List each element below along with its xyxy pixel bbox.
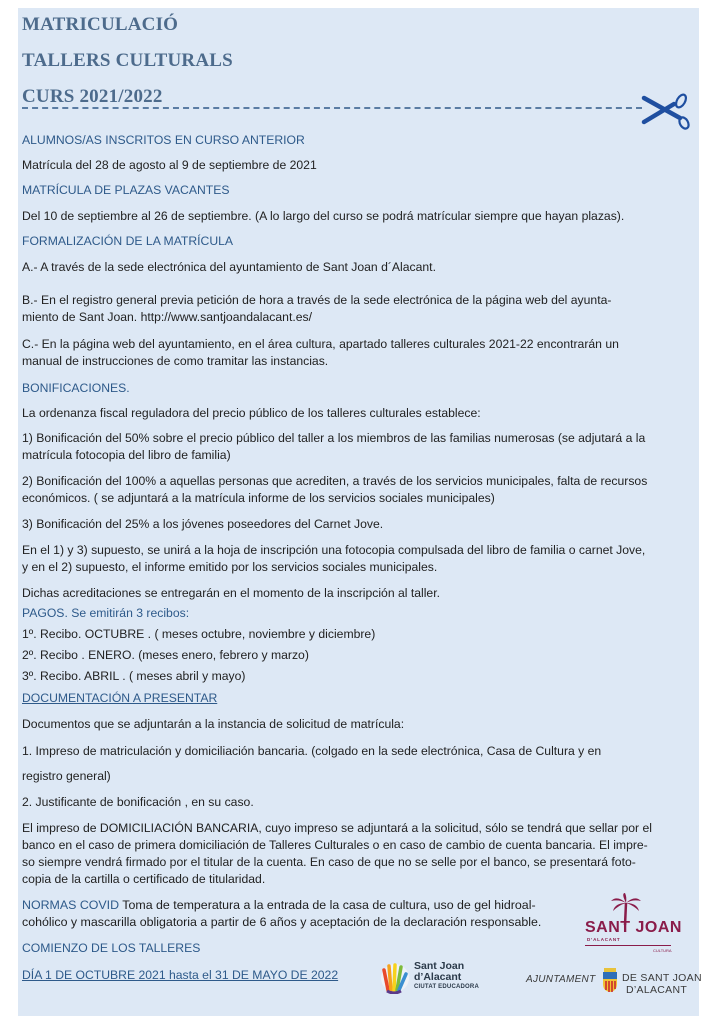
bank-note-b: banco en el caso de primera domiciliación de Talleres Culturales o en caso de cambio de cuenta bancaria. El impre- xyxy=(22,838,648,852)
cultura-logo-sub: D’ALACANT xyxy=(587,937,621,942)
ajuntament-label: AJUNTAMENT xyxy=(526,974,596,985)
discounts-intro: La ordenanza fiscal reguladora del precio público de los talleres culturales establece: xyxy=(22,406,481,420)
cultura-logo-name: SANT JOAN xyxy=(585,919,682,936)
ajuntament-line-1: DE SANT JOAN xyxy=(622,972,702,984)
discount-item-2a: 2) Bonificación del 100% a aquellas personas que acrediten, a través de los servicios municipales, falta de recursos xyxy=(22,474,648,488)
discount-delivery: Dichas acreditaciones se entregarán en el momento de la inscripción al taller. xyxy=(22,586,440,600)
title-line-3: CURS 2021/2022 xyxy=(22,86,163,107)
bank-note-d: copia de la cartilla o certificado de titularidad. xyxy=(22,872,266,886)
cut-dashed-line xyxy=(22,107,642,109)
documentation-heading: DOCUMENTACIÓN A PRESENTAR xyxy=(22,691,218,705)
coat-of-arms-icon xyxy=(602,968,618,992)
formalization-item-b-1: B.- En el registro general previa petición de hora a través de la sede electrónica de la página web del ayunta- xyxy=(22,293,612,307)
vacancies-text: Del 10 de septiembre al 26 de septiembre. (A lo largo del curso se podrá matrícular siempre que hayan plazas). xyxy=(22,209,625,223)
bank-note-a: El impreso de DOMICILIACIÓN BANCARIA, cuyo impreso se adjuntará a la solicitud, sólo se tendrá que sellar por el xyxy=(22,821,652,835)
documentation-item-1a: 1. Impreso de matriculación y domiciliación bancaria. (colgado en la sede electrónica, Casa de Cultura y en xyxy=(22,744,602,758)
hand-logo-icon xyxy=(380,960,410,994)
documentation-item-2: 2. Justificante de bonificación , en su caso. xyxy=(22,795,254,809)
discount-item-1a: 1) Bonificación del 50% sobre el precio público del taller a los miembros de las familias numerosas (se adjutará a la xyxy=(22,431,646,445)
previous-students-text: Matrícula del 28 de agosto al 9 de septiembre de 2021 xyxy=(22,158,317,172)
start-dates: DÍA 1 DE OCTUBRE 2021 hasta el 31 DE MAYO DE 2022 xyxy=(22,968,339,982)
formalization-item-c-1: C.- En la página web del ayuntamiento, en el área cultura, apartado talleres culturales 2021-22 encontrarán un xyxy=(22,337,619,351)
ajuntament-line-2: D’ALACANT xyxy=(626,984,688,996)
covid-text-a: Toma de temperatura a la entrada de la casa de cultura, uso de gel hidroal- xyxy=(119,898,536,912)
receipt-3: 3º. Recibo. ABRIL . ( meses abril y mayo) xyxy=(22,669,246,683)
formalization-item-b-2: miento de Sant Joan. http://www.santjoandalacant.es/ xyxy=(22,310,312,324)
discount-item-1b: matrícula fotocopia del libro de familia) xyxy=(22,448,231,462)
documentation-item-1b: registro general) xyxy=(22,769,111,783)
educadora-line-3: CIUTAT EDUCADORA xyxy=(414,984,479,990)
discounts-heading: BONIFICACIONES. xyxy=(22,381,130,395)
discount-note-b: y en el 2) supuesto, el informe emitido por los servicios sociales municipales. xyxy=(22,560,438,574)
flyer-panel xyxy=(18,8,702,1016)
covid-line-1 xyxy=(22,897,536,914)
receipt-2: 2º. Recibo . ENERO. (meses enero, febrero y marzo) xyxy=(22,648,309,662)
title-line-2: TALLERS CULTURALS xyxy=(22,50,233,71)
documentation-intro: Documentos que se adjuntarán a la instancia de solicitud de matrícula: xyxy=(22,717,405,731)
scissors-icon xyxy=(640,92,692,132)
previous-students-heading: ALUMNOS/AS INSCRITOS EN CURSO ANTERIOR xyxy=(22,133,305,147)
cultura-logo-rule xyxy=(585,945,671,946)
title-line-1: MATRICULACIÓ xyxy=(22,14,179,35)
receipt-1: 1º. Recibo. OCTUBRE . ( meses octubre, noviembre y diciembre) xyxy=(22,627,376,641)
formalization-item-c-2: manual de instrucciones de como tramitar las instancias. xyxy=(22,354,329,368)
sant-joan-cultura-logo xyxy=(581,893,691,953)
formalization-item-a: A.- A través de la sede electrónica del ayuntamiento de Sant Joan d´Alacant. xyxy=(22,260,436,274)
payments-heading: PAGOS. Se emitirán 3 recibos: xyxy=(22,606,190,620)
discount-item-2b: económicos. ( se adjuntará a la matrícula informe de los servicios sociales municipales) xyxy=(22,491,495,505)
cultura-logo-tag: CULTURA xyxy=(653,948,672,953)
educadora-line-2: d’Alacant xyxy=(414,971,462,983)
discount-note-a: En el 1) y 3) supuesto, se unirá a la hoja de inscripción una fotocopia compulsada del libro de familia o carnet Jove, xyxy=(22,543,646,557)
start-heading: COMIENZO DE LOS TALLERES xyxy=(22,941,201,955)
covid-label: NORMAS COVID xyxy=(22,898,120,912)
discount-item-3: 3) Bonificación del 25% a los jóvenes poseedores del Carnet Jove. xyxy=(22,517,384,531)
vacancies-heading: MATRÍCULA DE PLAZAS VACANTES xyxy=(22,183,230,197)
educadora-line-1: Sant Joan xyxy=(414,960,465,972)
covid-line-2: cohólico y mascarilla obligatoria a partir de 6 años y aceptación de la declaración responsable. xyxy=(22,915,542,929)
bank-note-c: so siempre vendrá firmado por el titular de la cuenta. En caso de que no se selle por el banco, se presentará foto- xyxy=(22,855,636,869)
ajuntament-logo xyxy=(526,968,706,1008)
ciutat-educadora-logo xyxy=(380,958,490,998)
formalization-heading: FORMALIZACIÓN DE LA MATRÍCULA xyxy=(22,234,234,248)
